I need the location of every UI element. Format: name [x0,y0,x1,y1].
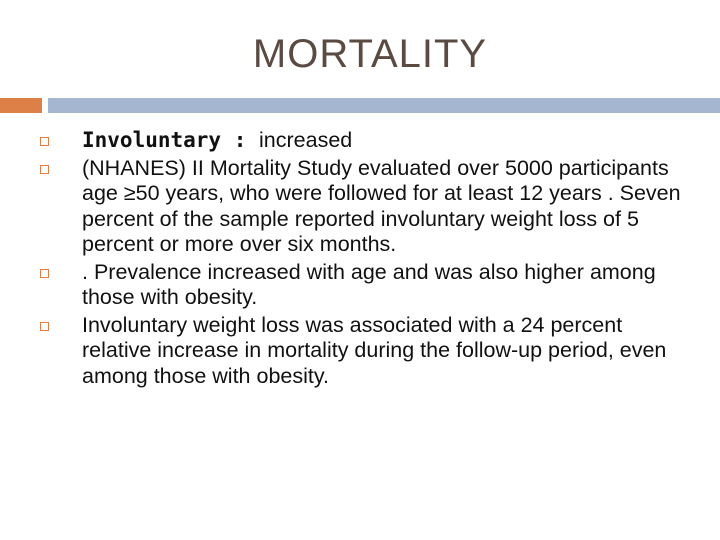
bullet-text: . Prevalence increased with age and was also higher among those with obesity. [82,259,656,309]
bullet-item [40,156,690,258]
bullet-bold-text: Involuntary : [82,128,260,152]
bullet-item [40,260,690,311]
square-bullet-icon [40,165,49,174]
square-bullet-icon [40,269,49,278]
bullet-list [40,128,690,389]
square-bullet-icon [40,322,49,331]
slide-title: MORTALITY [252,32,488,76]
bullet-item [40,128,690,154]
bullet-text: Involuntary weight loss was associated with a 24 percent relative increase in mortality during the follow-up period, even among those with obesity. [82,312,667,388]
title-accent-bar-blue [48,98,720,113]
bullet-text: increased [259,128,353,152]
square-bullet-icon [40,137,49,146]
bullet-item [40,313,690,390]
bullet-text: (NHANES) II Mortality Study evaluated over 5000 participants age ≥50 years, who were followed for at least 12 years . Seven percent of the sample reported involuntary weight loss of 5 percent or more over six months. [82,155,681,256]
title-accent-bar-orange [0,98,42,113]
